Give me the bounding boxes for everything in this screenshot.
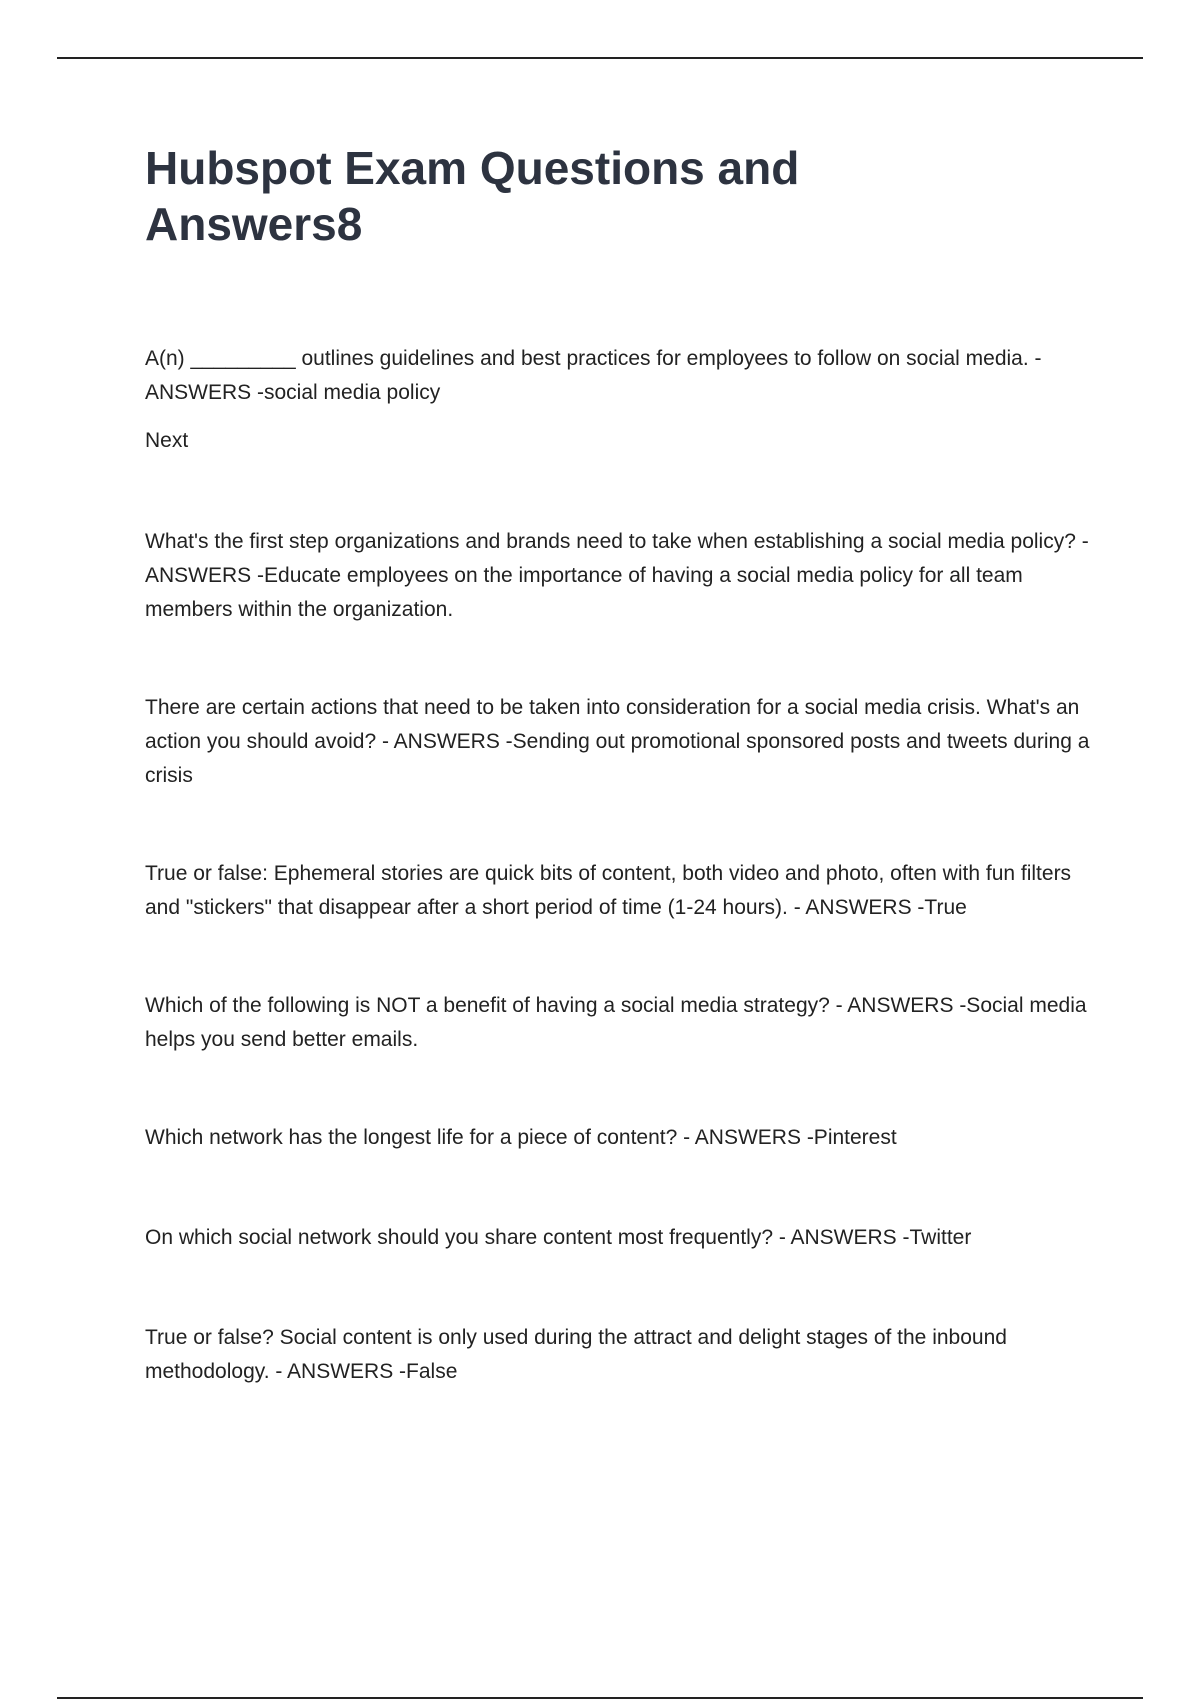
qa-item-7: On which social network should you share content most frequently? - ANSWERS -Twitter [145,1226,972,1249]
next-label: Next [145,429,189,452]
document-body [145,140,1095,1389]
bottom-rule [57,1697,1143,1699]
qa-item-6: Which network has the longest life for a piece of content? - ANSWERS -Pinterest [145,1126,897,1149]
top-rule [57,57,1143,59]
page-title: Hubspot Exam Questions and Answers8 [145,142,800,250]
qa-item-5: Which of the following is NOT a benefit of having a social media strategy? - ANSWERS -Social media helps you send better emails. [145,994,1087,1051]
qa-item-2: What's the first step organizations and brands need to take when establishing a social media policy? - ANSWERS -Educate employees on the importance of having a social media policy for all team members within the organization. [145,530,1089,621]
qa-item-1: A(n) _________ outlines guidelines and best practices for employees to follow on social media. - ANSWERS -social media policy [145,347,1042,404]
qa-item-8: True or false? Social content is only used during the attract and delight stages of the inbound methodology. - ANSWERS -False [145,1326,1007,1383]
qa-item-4: True or false: Ephemeral stories are quick bits of content, both video and photo, often with fun filters and "stickers" that disappear after a short period of time (1-24 hours). - ANSWERS -True [145,862,1072,919]
qa-item-3: There are certain actions that need to be taken into consideration for a social media crisis. What's an action you should avoid? - ANSWERS -Sending out promotional sponsored posts and tweets during a crisis [145,696,1090,787]
